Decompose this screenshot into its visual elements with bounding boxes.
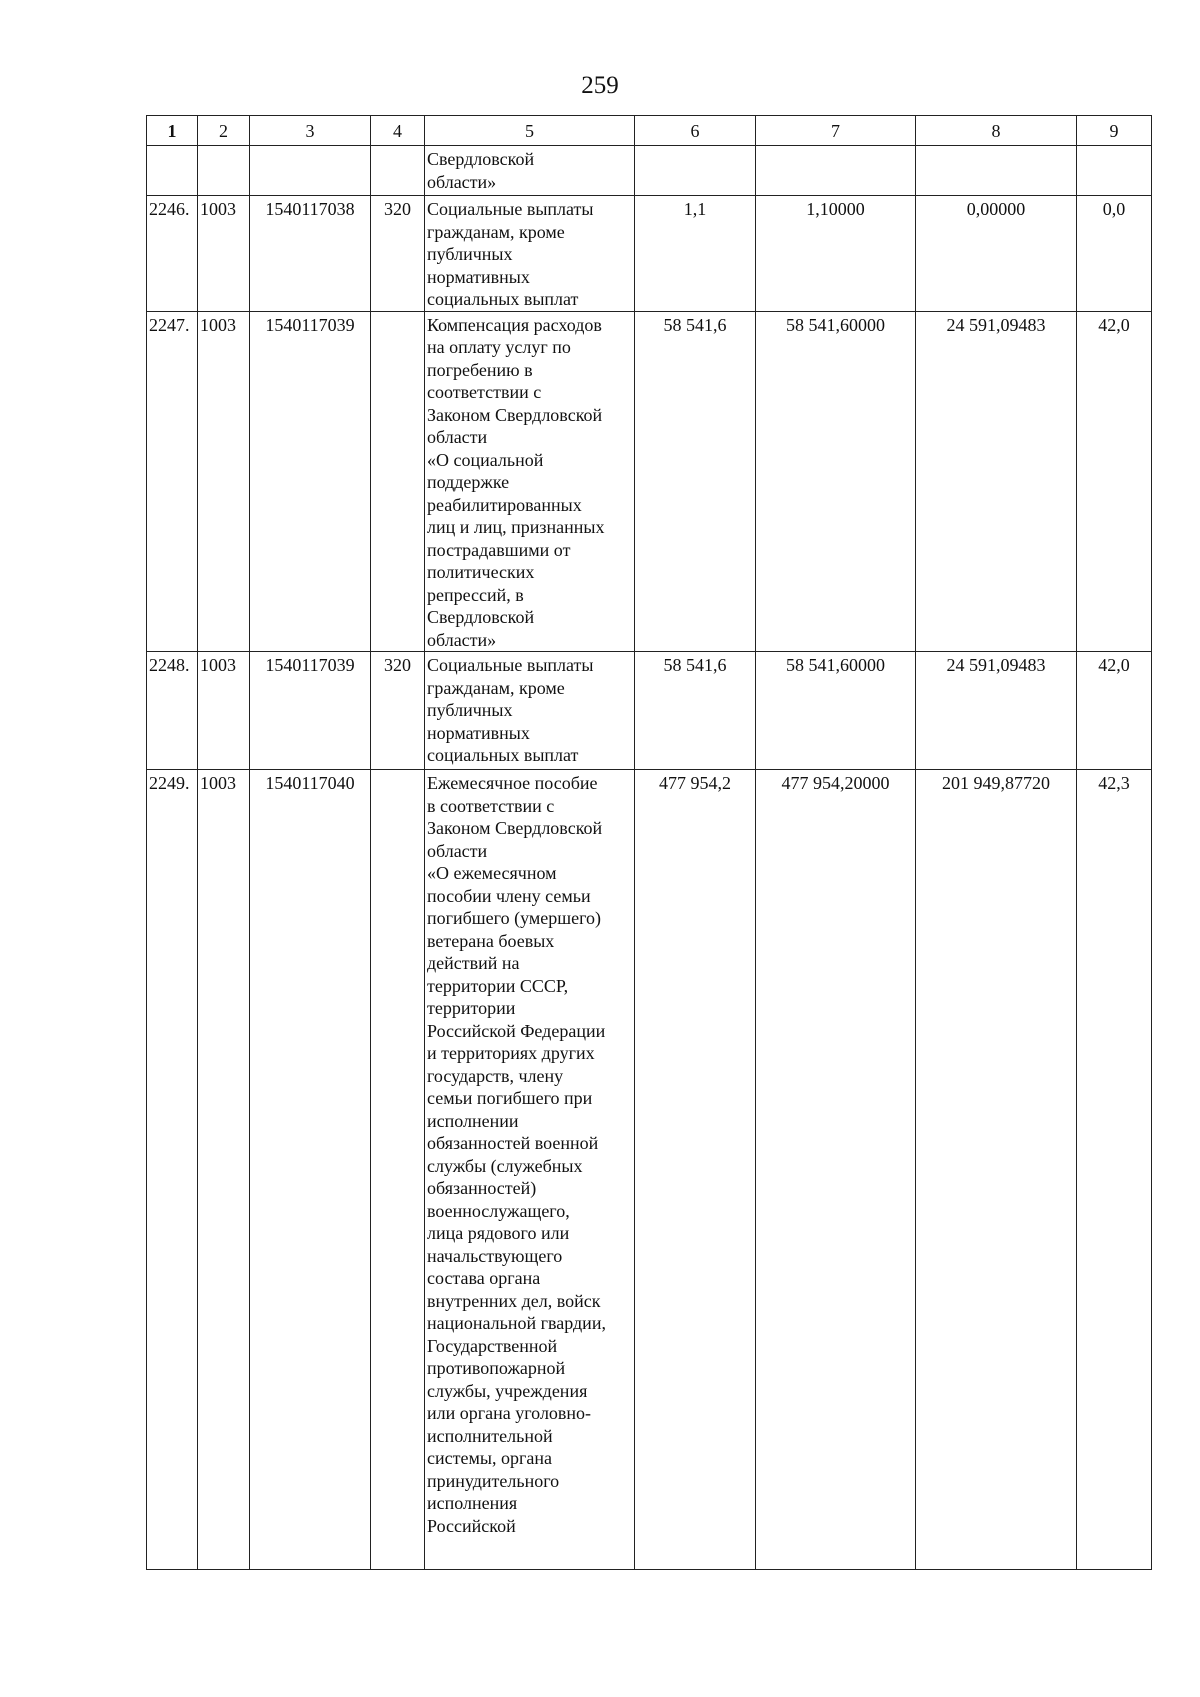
- executed-amount: 0,00000: [916, 196, 1077, 312]
- table-row: [147, 311, 1152, 652]
- executed-amount: 24 591,09483: [916, 652, 1077, 770]
- approved-amount: 477 954,20000: [756, 770, 916, 1570]
- executed-amount: 24 591,09483: [916, 311, 1077, 652]
- header-col-2: 2: [198, 116, 250, 146]
- header-col-3: 3: [250, 116, 371, 146]
- item-name: [425, 146, 635, 196]
- item-name: [425, 196, 635, 312]
- row-number: [147, 146, 198, 196]
- execution-percent: 0,0: [1077, 196, 1152, 312]
- executed-amount: [916, 146, 1077, 196]
- row-number: 2249.: [147, 770, 198, 1570]
- planned-amount: [635, 146, 756, 196]
- approved-amount: 58 541,60000: [756, 311, 916, 652]
- item-name-text: Социальные выплаты гражданам, кроме публичных нормативных социальных выплат: [427, 199, 594, 309]
- section-code: 1003: [198, 652, 250, 770]
- target-article-code: 1540117039: [250, 652, 371, 770]
- header-col-5: 5: [425, 116, 635, 146]
- executed-amount: 201 949,87720: [916, 770, 1077, 1570]
- execution-percent: 42,0: [1077, 652, 1152, 770]
- header-col-9: 9: [1077, 116, 1152, 146]
- row-number: 2247.: [147, 311, 198, 652]
- expense-type-code: [371, 311, 425, 652]
- approved-amount: 58 541,60000: [756, 652, 916, 770]
- table-row: [147, 770, 1152, 1570]
- execution-percent: 42,0: [1077, 311, 1152, 652]
- approved-amount: 1,10000: [756, 196, 916, 312]
- header-col-6: 6: [635, 116, 756, 146]
- item-name-text: Компенсация расходов на оплату услуг по погребению в соответствии с Законом Свердловской области «О социальной поддержке реабилитированных лиц и лиц, признанных пострадавшими от политических репрессий, в Свердловской области»: [427, 314, 605, 650]
- header-col-4: 4: [371, 116, 425, 146]
- budget-table: [146, 115, 1152, 1570]
- execution-percent: 42,3: [1077, 770, 1152, 1570]
- item-name: [425, 770, 635, 1570]
- item-name: [425, 311, 635, 652]
- header-col-1: 1: [147, 116, 198, 146]
- expense-type-code: [371, 770, 425, 1570]
- approved-amount: [756, 146, 916, 196]
- header-col-8: 8: [916, 116, 1077, 146]
- planned-amount: 477 954,2: [635, 770, 756, 1570]
- target-article-code: 1540117038: [250, 196, 371, 312]
- page-number: 259: [581, 72, 619, 99]
- section-code: 1003: [198, 770, 250, 1570]
- table-header-row: [147, 116, 1152, 146]
- target-article-code: [250, 146, 371, 196]
- section-code: 1003: [198, 196, 250, 312]
- header-col-7: 7: [756, 116, 916, 146]
- expense-type-code: [371, 146, 425, 196]
- planned-amount: 58 541,6: [635, 311, 756, 652]
- item-name: [425, 652, 635, 770]
- expense-type-code: 320: [371, 652, 425, 770]
- item-name-text: Свердловской области»: [427, 149, 535, 192]
- expense-type-code: 320: [371, 196, 425, 312]
- target-article-code: 1540117040: [250, 770, 371, 1570]
- row-number: 2246.: [147, 196, 198, 312]
- item-name-text: Социальные выплаты гражданам, кроме публичных нормативных социальных выплат: [427, 655, 594, 765]
- item-name-text: Ежемесячное пособие в соответствии с Законом Свердловской области «О ежемесячном пособии члену семьи погибшего (умершего) ветерана боевых действий на территории СССР, территории Российской Федерации и территориях других государств, члену семьи погибшего при исполнении обязанностей военной службы (служебных обязанностей) военнослужащего, лица рядового или начальствующего состава органа внутренних дел, войск национальной гвардии, Государственной противопожарной службы, учреждения или органа уголовно- исполнительной системы, органа принудительного исполнения Российской: [427, 773, 606, 1536]
- table-row: [147, 652, 1152, 770]
- planned-amount: 58 541,6: [635, 652, 756, 770]
- table-row: [147, 146, 1152, 196]
- table-row: [147, 196, 1152, 312]
- section-code: 1003: [198, 311, 250, 652]
- execution-percent: [1077, 146, 1152, 196]
- section-code: [198, 146, 250, 196]
- planned-amount: 1,1: [635, 196, 756, 312]
- target-article-code: 1540117039: [250, 311, 371, 652]
- row-number: 2248.: [147, 652, 198, 770]
